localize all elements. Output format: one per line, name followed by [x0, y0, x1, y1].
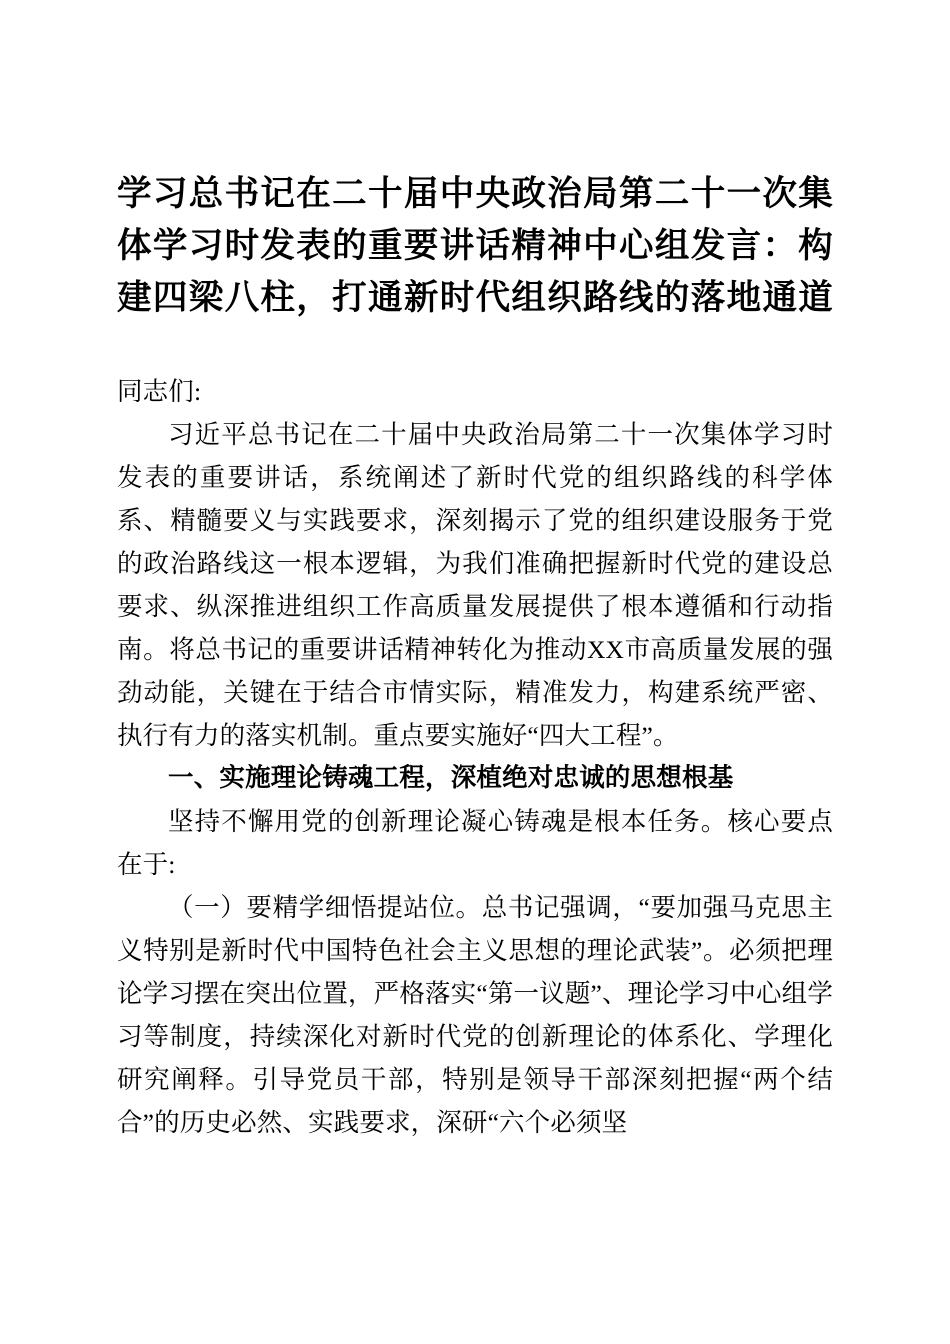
body-paragraph-1: 习近平总书记在二十届中央政治局第二十一次集体学习时发表的重要讲话，系统阐述了新时代党的组织路线的科学体系、精髓要义与实践要求，深刻揭示了党的组织建设服务于党的政治路线这一根本逻辑，为我们准确把握新时代党的建设总要求、纵深推进组织工作高质量发展提供了根本遵循和行动指南。将总书记的重要讲话精神转化为推动XX市高质量发展的强劲动能，关键在于结合市情实际，精准发力，构建系统严密、执行有力的落实机制。重点要实施好“四大工程”。: [117, 420, 833, 750]
body-paragraph-2: 坚持不懈用党的创新理论凝心铸魂是根本任务。核心要点在于:: [117, 807, 833, 879]
body-paragraph-3: （一）要精学细悟提站位。总书记强调，“要加强马克思主义特别是新时代中国特色社会主义思想的理论武装”。必须把理论学习摆在突出位置，严格落实“第一议题”、理论学习中心组学习等制度，持续深化对新时代党的创新理论的体系化、学理化研究阐释。引导党员干部，特别是领导干部深刻把握“两个结合”的历史必然、实践要求，深研“六个必须坚: [117, 893, 833, 1137]
salutation: 同志们:: [117, 377, 202, 406]
document-content: [117, 168, 833, 1144]
section-heading-1: 一、实施理论铸魂工程，深植绝对忠诚的思想根基: [168, 764, 734, 792]
document-title: 学习总书记在二十届中央政治局第二十一次集体学习时发表的重要讲话精神中心组发言：构建四梁八柱，打通新时代组织路线的落地通道: [117, 175, 833, 317]
